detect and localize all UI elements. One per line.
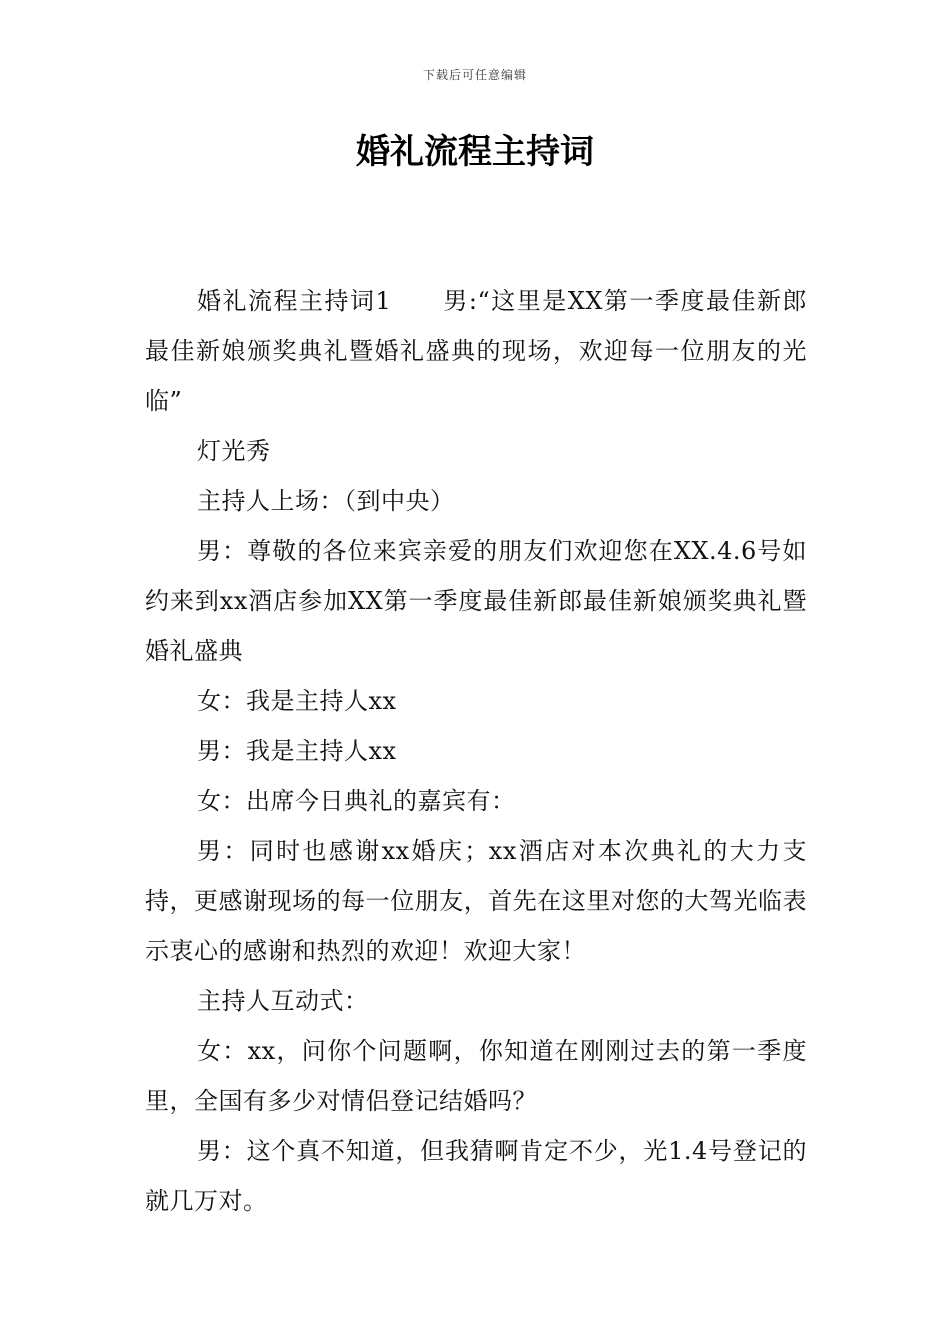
paragraph-answer: 男：这个真不知道，但我猜啊肯定不少，光1.4号登记的就几万对。 — [145, 1137, 807, 1215]
paragraph-intro: 婚礼流程主持词1 男:“这里是XX第一季度最佳新郎最佳新娘颁奖典礼暨婚礼盛典的现场，欢迎每一位朋友的光临” — [145, 287, 807, 415]
paragraph-host-entrance: 主持人上场：（到中央） — [197, 487, 455, 515]
paragraph-interaction: 主持人互动式： — [197, 987, 369, 1015]
document-title: 婚礼流程主持词 — [356, 132, 594, 172]
paragraph-welcome: 男：尊敬的各位来宾亲爱的朋友们欢迎您在XX.4.6号如约来到xx酒店参加XX第一季度最佳新郎最佳新娘颁奖典礼暨婚礼盛典 — [145, 537, 807, 665]
document-body — [145, 276, 807, 1226]
paragraph-thanks: 男：同时也感谢xx婚庆；xx酒店对本次典礼的大力支持，更感谢现场的每一位朋友，首先在这里对您的大驾光临表示衷心的感谢和热烈的欢迎！欢迎大家！ — [145, 837, 807, 965]
paragraph-guests: 女：出席今日典礼的嘉宾有： — [197, 787, 516, 815]
paragraph-female-host: 女：我是主持人xx — [197, 687, 397, 715]
paragraph-male-host: 男：我是主持人xx — [197, 737, 397, 765]
paragraph-question: 女：xx，问你个问题啊，你知道在刚刚过去的第一季度里，全国有多少对情侣登记结婚吗？ — [145, 1037, 807, 1115]
header-note: 下载后可任意编辑 — [422, 68, 527, 82]
paragraph-light-show: 灯光秀 — [197, 437, 271, 465]
